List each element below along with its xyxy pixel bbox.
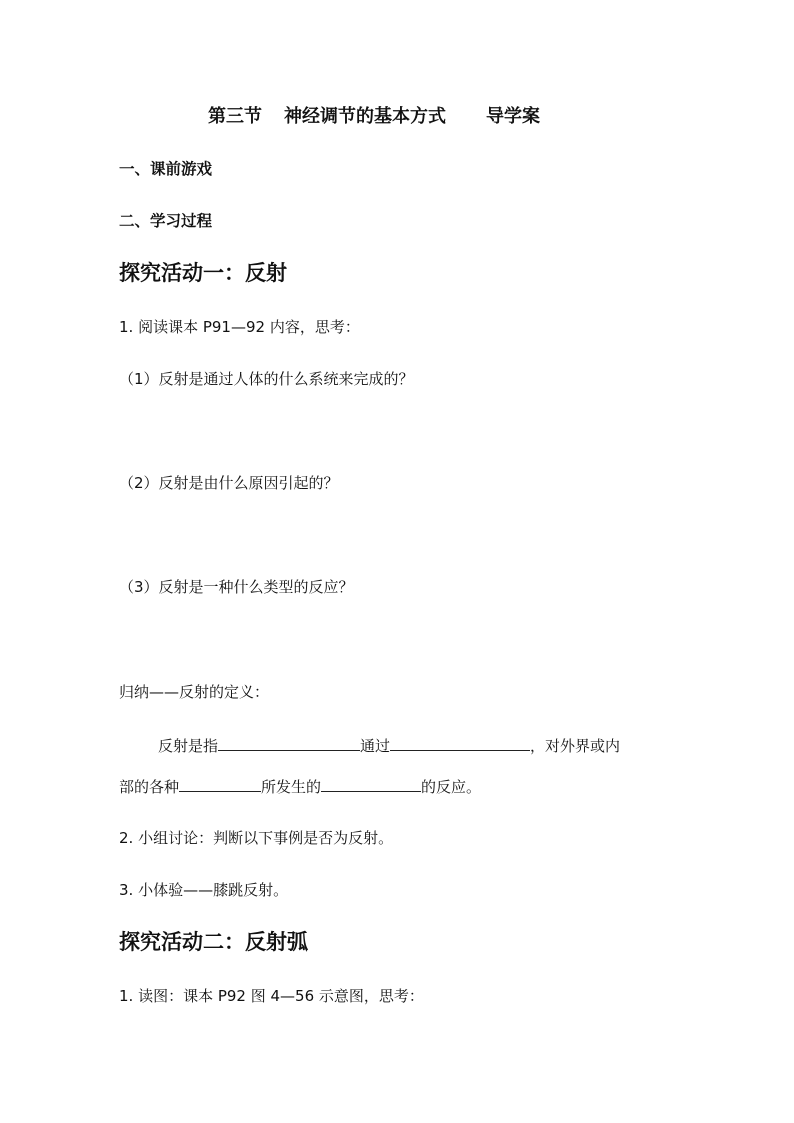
definition-text-1: 反射是指 — [158, 737, 219, 755]
fill-blank-3[interactable] — [179, 775, 261, 792]
definition-text-2: 通过 — [360, 737, 391, 755]
definition-line-2 — [119, 775, 481, 798]
activity-one-question-3: 3. 小体验——膝跳反射。 — [119, 881, 289, 899]
section-learning-process: 二、学习过程 — [119, 212, 213, 230]
definition-text-5: 所发生的 — [261, 778, 322, 796]
definition-text-3: ，对外界或内 — [530, 737, 621, 755]
sub-question-3: （3）反射是一种什么类型的反应？ — [119, 578, 354, 596]
fill-blank-4[interactable] — [321, 775, 421, 792]
title-part-2: 神经调节的基本方式 — [284, 106, 446, 127]
definition-line-1 — [158, 734, 620, 757]
sub-question-2: （2）反射是由什么原因引起的？ — [119, 474, 339, 492]
section-pre-class-game: 一、课前游戏 — [119, 160, 213, 178]
activity-one-question-1: 1. 阅读课本 P91—92 内容，思考： — [119, 318, 360, 336]
activity-one-question-2: 2. 小组讨论：判断以下事例是否为反射。 — [119, 829, 394, 847]
definition-text-4: 部的各种 — [119, 778, 180, 796]
title-part-1: 第三节 — [208, 106, 262, 127]
activity-two-question-1: 1. 读图：课本 P92 图 4—56 示意图，思考： — [119, 987, 424, 1005]
fill-blank-1[interactable] — [218, 734, 360, 751]
summary-label: 归纳——反射的定义： — [119, 683, 270, 701]
sub-question-1: （1）反射是通过人体的什么系统来完成的？ — [119, 370, 414, 388]
title-part-3: 导学案 — [486, 106, 540, 127]
fill-blank-2[interactable] — [390, 734, 530, 751]
activity-two-heading: 探究活动二：反射弧 — [119, 930, 308, 954]
activity-one-heading: 探究活动一：反射 — [119, 261, 287, 285]
definition-text-6: 的反应。 — [421, 778, 482, 796]
page-title — [208, 106, 540, 128]
